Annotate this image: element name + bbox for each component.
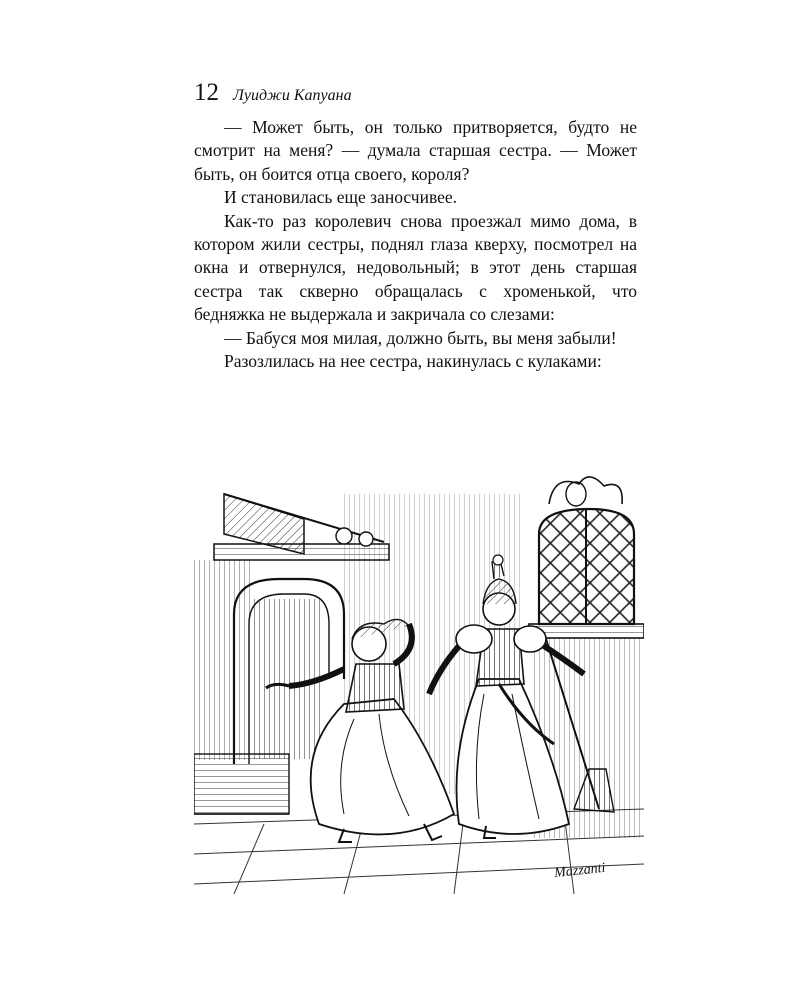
running-header — [194, 78, 644, 108]
page-number: 12 — [194, 79, 219, 106]
paragraph: — Может быть, он только притворяется, будто не смотрит на меня? — думала старшая сестра. — Может быть, он боится отца своего, короля? — [194, 117, 637, 184]
paragraph: Как-то раз королевич снова проезжал мимо дома, в котором жили сестры, поднял глаза кверху, посмотрел на окна и отвернулся, недовольный; в этот день старшая сестра так скверно обращалась с хроменькой, что бедняжка не выдержала и закричала со слезами: — [194, 210, 637, 325]
running-title: Луиджи Капуана — [233, 87, 352, 104]
paragraph: И становилась еще заносчивее. — [224, 187, 458, 208]
illustration-signature: Mazzanti — [553, 860, 607, 882]
engraving-illustration — [194, 464, 644, 894]
paragraph: — Бабуся моя милая, должно быть, вы меня забыли! — [224, 327, 617, 348]
paragraph: Разозлилась на нее сестра, накинулась с кулаками: — [224, 351, 602, 372]
illustration — [194, 464, 644, 894]
body-text — [194, 116, 637, 373]
